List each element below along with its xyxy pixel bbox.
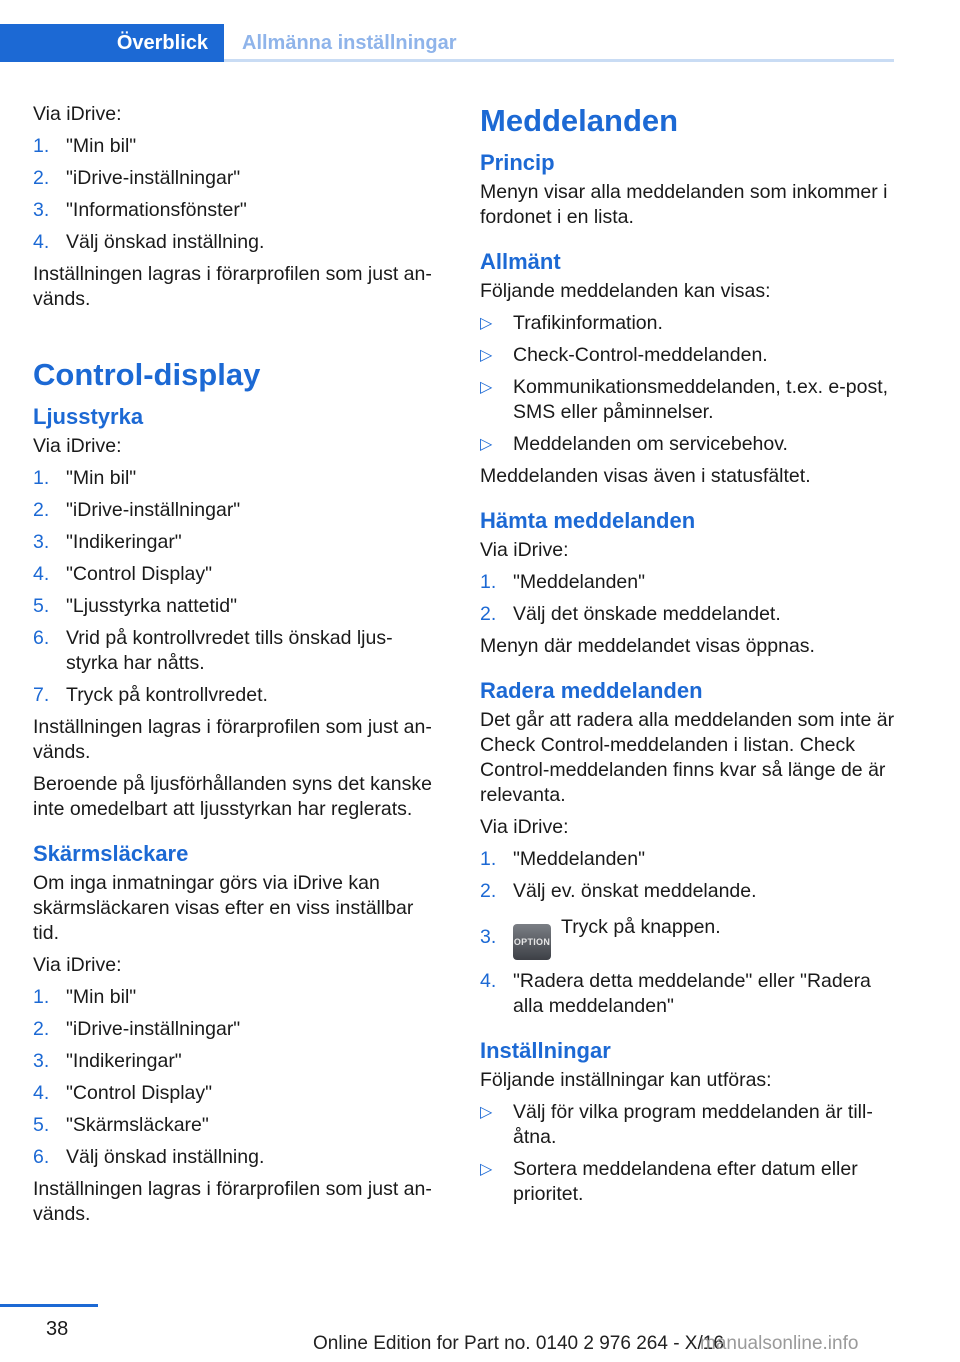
right-column bbox=[480, 102, 900, 1214]
radera-steps bbox=[480, 847, 900, 1019]
list-item: 2. "iDrive-inställningar" bbox=[33, 167, 241, 189]
radera-via: Via iDrive: bbox=[480, 816, 569, 838]
bullet-triangle-icon: ▷ bbox=[480, 1104, 493, 1121]
intro-via: Via iDrive: bbox=[33, 103, 122, 125]
list-item: 3. "Informationsfönster" bbox=[33, 199, 247, 221]
list-item: 3. "Indikeringar" bbox=[33, 531, 182, 553]
page-number: 38 bbox=[46, 1318, 69, 1340]
allmant-note: Meddelanden visas även i statusfältet. bbox=[480, 465, 811, 487]
skarmslackare-steps bbox=[33, 985, 443, 1170]
list-item: ▷ Trafikinformation. bbox=[480, 312, 663, 334]
list-item: 4. "Radera detta meddelande" eller "Radera alla meddelanden" bbox=[480, 970, 871, 1017]
installningar-bullets bbox=[480, 1100, 900, 1207]
footer-rule bbox=[0, 1304, 98, 1307]
left-column bbox=[33, 102, 443, 1234]
ljusstyrka-note: Inställningen lagras i förarprofilen som just an‐vänds. bbox=[33, 716, 432, 763]
princip-text: Menyn visar alla meddelanden som inkommer i fordonet i en lista. bbox=[480, 181, 888, 228]
hamta-via: Via iDrive: bbox=[480, 539, 569, 561]
skarmslackare-via: Via iDrive: bbox=[33, 954, 122, 976]
allmant-bullets bbox=[480, 311, 900, 457]
list-item: ▷ Sortera meddelandena efter datum eller prioritet. bbox=[480, 1158, 858, 1205]
installningar-intro: Följande inställningar kan utföras: bbox=[480, 1069, 772, 1091]
list-item: 2. "iDrive-inställningar" bbox=[33, 499, 241, 521]
heading-meddelanden: Meddelanden bbox=[480, 103, 679, 138]
option-button-icon: OPTION bbox=[513, 924, 551, 960]
hamta-steps bbox=[480, 570, 900, 627]
heading-skarmslackare: Skärmsläckare bbox=[33, 841, 189, 866]
heading-control-display: Control-display bbox=[33, 357, 261, 392]
heading-allmant: Allmänt bbox=[480, 249, 561, 274]
bullet-triangle-icon: ▷ bbox=[480, 315, 493, 332]
skarmslackare-note: Inställningen lagras i förarprofilen som just an‐vänds. bbox=[33, 1178, 432, 1225]
list-item: 1. "Min bil" bbox=[33, 135, 137, 157]
bullet-triangle-icon: ▷ bbox=[480, 347, 493, 364]
heading-ljusstyrka: Ljusstyrka bbox=[33, 404, 144, 429]
bullet-triangle-icon: ▷ bbox=[480, 436, 493, 453]
list-item: 3. OPTIONTryck på knappen. bbox=[480, 911, 900, 960]
list-item: ▷ Meddelanden om servicebehov. bbox=[480, 433, 788, 455]
list-item: 5. "Skärmsläckare" bbox=[33, 1114, 209, 1136]
radera-intro: Det går att radera alla meddelanden som inte är Check Control-meddelanden i listan. Check Control-meddelanden finns kvar så länge de är relevanta. bbox=[480, 709, 895, 806]
tab-general-settings: Allmänna inställningar bbox=[242, 31, 457, 54]
footer-edition: Online Edition for Part no. 0140 2 976 264 - X/16 bbox=[313, 1333, 724, 1354]
list-item: 1. "Min bil" bbox=[33, 986, 137, 1008]
list-item: 4. "Control Display" bbox=[33, 563, 213, 585]
list-item: 6. Vrid på kontrollvredet tills önskad ljus‐styrka har nåtts. bbox=[33, 627, 393, 674]
ljusstyrka-note-2: Beroende på ljusförhållanden syns det kanske inte omedelbart att ljusstyrkan har reglerats. bbox=[33, 773, 432, 820]
page-header bbox=[0, 24, 894, 62]
list-item: 1. "Min bil" bbox=[33, 467, 137, 489]
tab-overview: Överblick bbox=[0, 24, 224, 62]
heading-princip: Princip bbox=[480, 150, 555, 175]
list-item: 2. Välj det önskade meddelandet. bbox=[480, 603, 781, 625]
skarmslackare-intro: Om inga inmatningar görs via iDrive kan skärmsläckaren visas efter en viss inställbar tid. bbox=[33, 872, 414, 944]
heading-installningar: Inställningar bbox=[480, 1038, 611, 1063]
list-item: 3. "Indikeringar" bbox=[33, 1050, 182, 1072]
list-item: 4. Välj önskad inställning. bbox=[33, 231, 265, 253]
list-item: 2. Välj ev. önskat meddelande. bbox=[480, 880, 757, 902]
list-item: 4. "Control Display" bbox=[33, 1082, 213, 1104]
bullet-triangle-icon: ▷ bbox=[480, 379, 493, 396]
list-item: ▷ Välj för vilka program meddelanden är till‐åtna. bbox=[480, 1101, 873, 1148]
heading-hamta-meddelanden: Hämta meddelanden bbox=[480, 508, 696, 533]
ljusstyrka-steps bbox=[33, 466, 443, 708]
list-item: 5. "Ljusstyrka nattetid" bbox=[33, 595, 238, 617]
list-item: 6. Välj önskad inställning. bbox=[33, 1146, 265, 1168]
header-rule bbox=[224, 59, 894, 62]
list-item: 7. Tryck på kontrollvredet. bbox=[33, 684, 268, 706]
bullet-triangle-icon: ▷ bbox=[480, 1161, 493, 1178]
intro-note: Inställningen lagras i förarprofilen som just an‐vänds. bbox=[33, 263, 432, 310]
list-item: 1. "Meddelanden" bbox=[480, 571, 646, 593]
allmant-intro: Följande meddelanden kan visas: bbox=[480, 280, 771, 302]
list-item: ▷ Kommunikationsmeddelanden, t.ex. e-post, SMS eller påminnelser. bbox=[480, 376, 889, 423]
list-item: 1. "Meddelanden" bbox=[480, 848, 646, 870]
heading-radera-meddelanden: Radera meddelanden bbox=[480, 678, 703, 703]
watermark: manualsonline.info bbox=[700, 1333, 859, 1354]
list-item: ▷ Check-Control-meddelanden. bbox=[480, 344, 768, 366]
list-item: 2. "iDrive-inställningar" bbox=[33, 1018, 241, 1040]
hamta-note: Menyn där meddelandet visas öppnas. bbox=[480, 635, 815, 657]
intro-steps bbox=[33, 134, 443, 255]
ljusstyrka-via: Via iDrive: bbox=[33, 435, 122, 457]
